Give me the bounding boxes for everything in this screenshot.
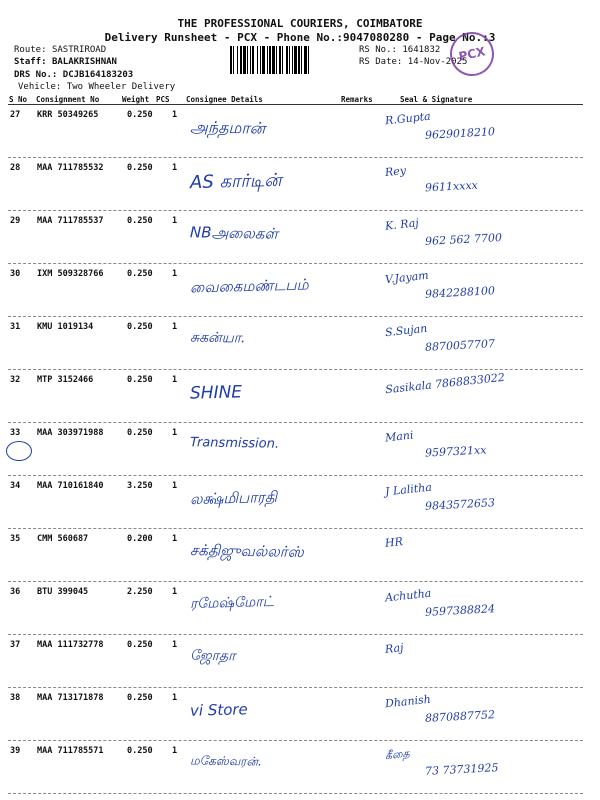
row-consignee-handwriting: லக்ஷ்மிபாரதி: [189, 487, 278, 509]
row-separator: [8, 475, 583, 476]
row-signature-handwriting: J Lalitha: [384, 480, 433, 499]
row-sno: 32: [10, 375, 21, 385]
row-consignee-handwriting: மகேஸ்வரன்.: [189, 753, 263, 769]
row-sno: 28: [10, 163, 21, 173]
rs-no-label: RS No.:: [359, 45, 397, 55]
row-sno: 27: [10, 110, 21, 120]
row-pcs: 1: [172, 587, 178, 597]
row-consignee-handwriting: வைகைமண்டபம்: [189, 275, 309, 297]
row-separator: [8, 369, 583, 370]
row-consignment-no: CMM 560687: [37, 534, 89, 544]
row-sno: 36: [10, 587, 21, 597]
row-sno: 31: [10, 322, 21, 332]
row-separator: [8, 687, 583, 688]
row-separator: [8, 422, 583, 423]
row-pcs: 1: [172, 322, 178, 332]
company-title: THE PROFESSIONAL COURIERS, COIMBATORE: [177, 17, 423, 30]
row-consignment-no: MTP 3152466: [37, 375, 94, 385]
row-separator: [8, 104, 583, 105]
row-signature-handwriting: Sasikala 7868833022: [384, 370, 506, 397]
row-weight: 0.250: [127, 322, 153, 332]
row-signature-handwriting: V.Jayam: [384, 268, 430, 287]
row-weight: 0.250: [127, 640, 153, 650]
col-consignee: Consignee Details: [186, 95, 263, 104]
row-separator: [8, 581, 583, 582]
barcode: [230, 46, 355, 74]
row-consignee-handwriting: NBஅலைகள்: [189, 223, 279, 243]
row-pcs: 1: [172, 746, 178, 756]
row-consignee-handwriting: அந்தமான்: [189, 117, 266, 138]
row-consignee-handwriting: AS கார்டின்: [189, 169, 282, 194]
col-sno: S No: [9, 95, 28, 104]
row-signature-handwriting: Rey: [384, 163, 407, 180]
row-consignment-no: MAA 710161840: [37, 481, 104, 491]
row-sno: 38: [10, 693, 21, 703]
row-35-circle-mark: [6, 441, 32, 461]
row-weight: 0.200: [127, 534, 153, 544]
row-signature-handwriting: கீதை: [384, 746, 411, 763]
row-pcs: 1: [172, 375, 178, 385]
row-consignment-no: KRR 50349265: [37, 110, 99, 120]
row-pcs: 1: [172, 163, 178, 173]
row-weight: 0.250: [127, 428, 153, 438]
row-signature-handwriting: Mani: [384, 428, 415, 445]
row-signature-handwriting: 8870057707: [424, 337, 496, 354]
row-signature-handwriting: R.Gupta: [384, 109, 432, 128]
row-weight: 0.250: [127, 693, 153, 703]
rs-no-line: [359, 45, 440, 55]
row-sno: 37: [10, 640, 21, 650]
row-signature-handwriting: 8870887752: [424, 708, 496, 725]
route-value: SASTRIROAD: [51, 45, 107, 55]
row-weight: 0.250: [127, 269, 153, 279]
staff-label: Staff:: [14, 57, 47, 67]
row-sno: 34: [10, 481, 21, 491]
row-signature-handwriting: HR: [384, 535, 404, 550]
row-signature-handwriting: 962 562 7700: [424, 230, 503, 249]
col-pcs: PCS: [156, 95, 170, 104]
row-pcs: 1: [172, 534, 178, 544]
row-signature-handwriting: 9611xxxx: [424, 178, 479, 195]
row-sno: 33: [10, 428, 21, 438]
row-signature-handwriting: 9629018210: [424, 125, 496, 142]
row-signature-handwriting: 73 73731925: [424, 761, 499, 778]
row-consignee-handwriting: ஜோதா: [189, 647, 236, 665]
staff-value: BALAKRISHNAN: [51, 57, 117, 67]
route-label: Route:: [14, 45, 47, 55]
row-consignment-no: MAA 713171878: [37, 693, 104, 703]
row-signature-handwriting: K. Raj: [384, 216, 420, 233]
row-weight: 2.250: [127, 587, 153, 597]
row-separator: [8, 263, 583, 264]
row-consignment-no: MAA 711785571: [37, 746, 104, 756]
row-consignment-no: KMU 1019134: [37, 322, 94, 332]
row-separator: [8, 793, 583, 794]
row-separator: [8, 157, 583, 158]
row-consignment-no: MAA 711785537: [37, 216, 104, 226]
col-weight: Weight: [122, 95, 150, 104]
row-sno: 30: [10, 269, 21, 279]
row-pcs: 1: [172, 216, 178, 226]
row-signature-handwriting: 9597388824: [424, 602, 496, 619]
row-separator: [8, 316, 583, 317]
row-signature-handwriting: 9597321xx: [424, 443, 487, 460]
rs-date-value: 14-Nov-2025: [407, 57, 468, 67]
row-consignment-no: MAA 711785532: [37, 163, 104, 173]
col-remarks: Remarks: [341, 95, 373, 104]
row-consignee-handwriting: சக்திஜுவல்லர்ஸ்: [189, 541, 304, 561]
row-weight: 0.250: [127, 163, 153, 173]
pcx-stamp: PCX: [446, 28, 498, 80]
drs-value: DCJB164183203: [62, 70, 134, 80]
row-signature-handwriting: S.Sujan: [384, 321, 428, 340]
row-consignee-handwriting: ரமேஷ்மோட்: [189, 593, 274, 613]
row-sno: 29: [10, 216, 21, 226]
row-signature-handwriting: Raj: [384, 641, 405, 656]
row-weight: 0.250: [127, 375, 153, 385]
row-pcs: 1: [172, 269, 178, 279]
vehicle-line: [18, 82, 175, 92]
row-pcs: 1: [172, 640, 178, 650]
row-pcs: 1: [172, 693, 178, 703]
row-consignment-no: IXM 509328766: [37, 269, 104, 279]
col-consignment: Consignment No: [36, 95, 100, 104]
row-pcs: 1: [172, 428, 178, 438]
row-sno: 39: [10, 746, 21, 756]
drs-label: DRS No.:: [14, 70, 58, 80]
route-line: [14, 45, 106, 55]
row-consignment-no: MAA 303971988: [37, 428, 104, 438]
row-signature-handwriting: 9843572653: [424, 496, 496, 513]
runsheet-subtitle: Delivery Runsheet - PCX - Phone No.:9047080280 - Page No.:3: [104, 31, 496, 44]
row-weight: 0.250: [127, 746, 153, 756]
row-consignee-handwriting: SHINE: [189, 382, 243, 404]
row-consignee-handwriting: Transmission.: [189, 435, 280, 452]
drs-line: [14, 70, 133, 80]
row-separator: [8, 740, 583, 741]
row-consignee-handwriting: vi Store: [189, 700, 249, 720]
row-signature-handwriting: 9842288100: [424, 284, 496, 301]
row-weight: 0.250: [127, 216, 153, 226]
row-consignee-handwriting: சுகன்யா.: [189, 329, 246, 347]
row-consignment-no: MAA 111732778: [37, 640, 104, 650]
row-pcs: 1: [172, 110, 178, 120]
row-separator: [8, 210, 583, 211]
staff-line: [14, 57, 117, 67]
row-weight: 0.250: [127, 110, 153, 120]
rs-date-label: RS Date:: [359, 57, 403, 67]
row-pcs: 1: [172, 481, 178, 491]
row-sno: 35: [10, 534, 21, 544]
row-separator: [8, 634, 583, 635]
col-signature: Seal & Signature: [400, 95, 473, 104]
row-separator: [8, 528, 583, 529]
row-weight: 3.250: [127, 481, 153, 491]
vehicle-label: Vehicle:: [18, 82, 62, 92]
row-signature-handwriting: Dhanish: [384, 692, 432, 711]
rs-no-value: 1641832: [402, 45, 441, 55]
row-consignment-no: BTU 399045: [37, 587, 89, 597]
vehicle-value: Two Wheeler Delivery: [66, 82, 176, 92]
row-signature-handwriting: Achutha: [384, 586, 432, 605]
